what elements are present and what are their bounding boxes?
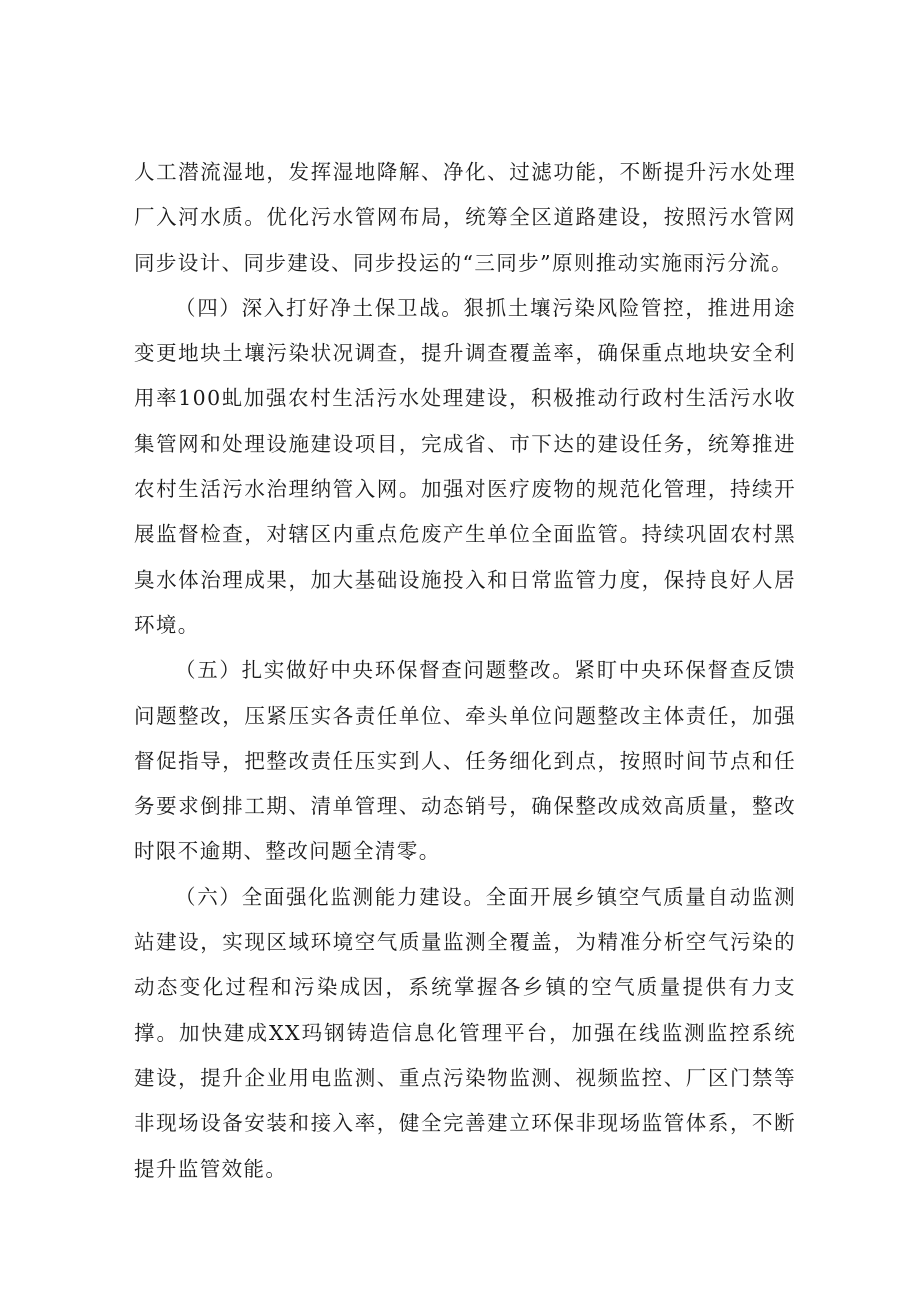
paragraph-continuation: 人工潜流湿地，发挥湿地降解、净化、过滤功能，不断提升污水处理厂入河水质。优化污水管网布局，统筹全区道路建设，按照污水管网同步设计、同步建设、同步投运的“三同步”原则推动实施雨污分流。 bbox=[134, 160, 796, 275]
paragraph-section-4: （四）深入打好净土保卫战。狠抓土壤污染风险管控，推进用途变更地块土壤污染状况调查，提升调查覆盖率，确保重点地块安全利用率100虬加强农村生活污水处理建设，积极推动行政村生活污水收集管网和处理设施建设项目，完成省、市下达的建设任务，统筹推进农村生活污水治理纳管入网。加强对医疗废物的规范化管理，持续开展监督检查，对辖区内重点危废产生单位全面监管。持续巩固农村黑臭水体治理成果，加大基础设施投入和日常监管力度，保持良好人居环境。 bbox=[134, 295, 796, 637]
document-body bbox=[134, 150, 796, 1192]
paragraph-section-6: （六）全面强化监测能力建设。全面开展乡镇空气质量自动监测站建设，实现区域环境空气质量监测全覆盖，为精准分析空气污染的动态变化过程和污染成因，系统掌握各乡镇的空气质量提供有力支撑。加快建成XX玛钢铸造信息化管理平台，加强在线监测监控系统建设，提升企业用电监测、重点污染物监测、视频监控、厂区门禁等非现场设备安装和接入率，健全完善建立环保非现场监管体系，不断提升监管效能。 bbox=[134, 884, 796, 1181]
paragraph-section-5: （五）扎实做好中央环保督查问题整改。紧盯中央环保督查反馈问题整改，压紧压实各责任单位、牵头单位问题整改主体责任，加强督促指导，把整改责任压实到人、任务细化到点，按照时间节点和任务要求倒排工期、清单管理、动态销号，确保整改成效高质量，整改时限不逾期、整改问题全清零。 bbox=[134, 658, 796, 864]
